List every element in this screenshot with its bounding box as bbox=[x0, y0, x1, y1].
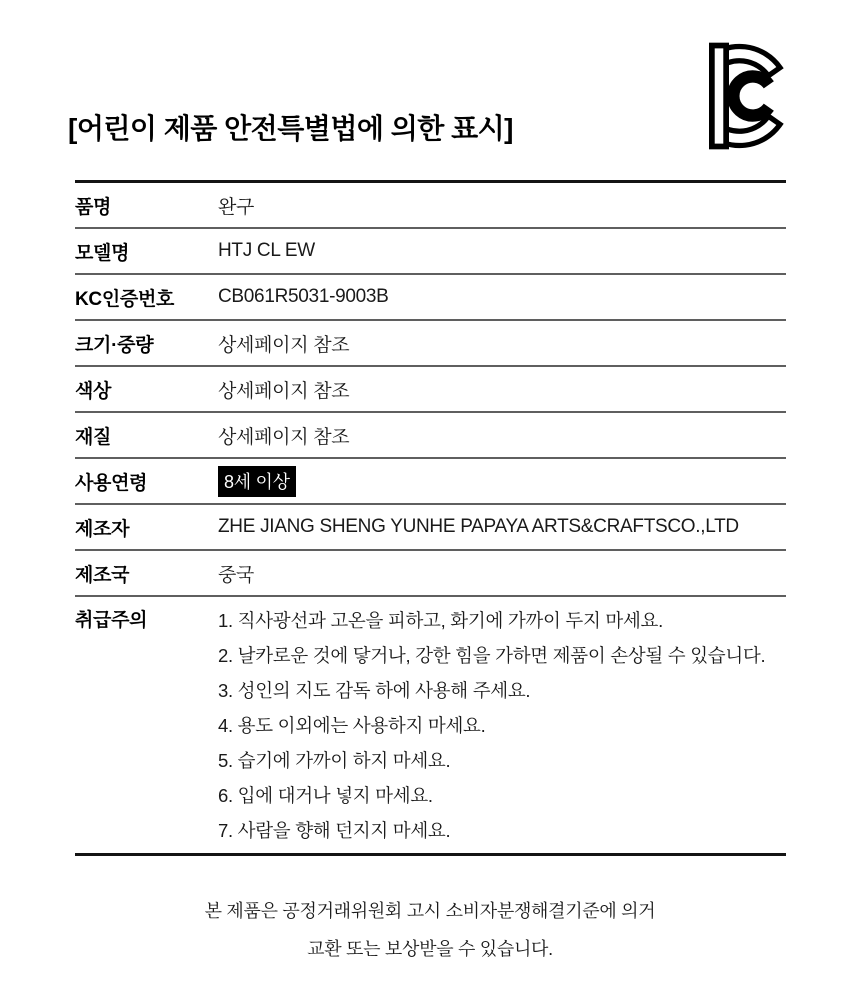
precaution-item: 4. 용도 이외에는 사용하지 마세요. bbox=[218, 715, 486, 736]
table-row-kc-cert-number bbox=[75, 275, 786, 321]
table-row-color bbox=[75, 367, 786, 413]
product-info-table bbox=[75, 180, 786, 856]
footer-notice bbox=[0, 892, 860, 968]
precaution-item: 7. 사람을 향해 던지지 마세요. bbox=[218, 820, 451, 841]
table-row-material bbox=[75, 413, 786, 459]
table-row-manufacturer bbox=[75, 505, 786, 551]
row-value bbox=[218, 466, 786, 497]
table-row-handling-precautions bbox=[75, 597, 786, 853]
row-value: HTJ CL EW bbox=[218, 240, 315, 261]
footer-line: 본 제품은 공정거래위원회 고시 소비자분쟁해결기준에 의거 bbox=[204, 901, 656, 921]
precaution-item: 2. 날카로운 것에 닿거나, 강한 힘을 가하면 제품이 손상될 수 있습니다. bbox=[218, 645, 766, 666]
table-row-country-of-origin bbox=[75, 551, 786, 597]
row-value: 완구 bbox=[218, 196, 255, 218]
row-label: KC인증번호 bbox=[75, 288, 175, 310]
row-value: CB061R5031-9003B bbox=[218, 286, 389, 307]
row-label: 모델명 bbox=[75, 242, 130, 264]
kc-logo-inner-c bbox=[733, 76, 768, 115]
precaution-item: 5. 습기에 가까이 하지 마세요. bbox=[218, 750, 451, 771]
kc-certification-icon bbox=[709, 41, 789, 151]
table-row-product-name bbox=[75, 183, 786, 229]
row-label: 사용연령 bbox=[75, 472, 148, 494]
row-label: 제조자 bbox=[75, 518, 130, 540]
row-value: 상세페이지 참조 bbox=[218, 426, 350, 448]
footer-line: 교환 또는 보상받을 수 있습니다. bbox=[307, 939, 553, 959]
precaution-item: 1. 직사광선과 고온을 피하고, 화기에 가까이 두지 마세요. bbox=[218, 610, 663, 631]
row-label: 재질 bbox=[75, 426, 112, 448]
kc-logo-stem bbox=[712, 46, 726, 147]
row-label: 색상 bbox=[75, 380, 112, 402]
precaution-item: 3. 성인의 지도 감독 하에 사용해 주세요. bbox=[218, 680, 531, 701]
row-value: 중국 bbox=[218, 564, 255, 586]
table-row-usage-age bbox=[75, 459, 786, 505]
row-value: 상세페이지 참조 bbox=[218, 380, 350, 402]
row-label: 제조국 bbox=[75, 564, 130, 586]
table-row-model-name bbox=[75, 229, 786, 275]
table-row-size-weight bbox=[75, 321, 786, 367]
row-value-list bbox=[218, 603, 786, 848]
row-label: 크기·중량 bbox=[75, 334, 154, 356]
age-badge: 8세 이상 bbox=[218, 466, 296, 497]
row-label: 품명 bbox=[75, 196, 112, 218]
row-value: 상세페이지 참조 bbox=[218, 334, 350, 356]
row-label: 취급주의 bbox=[75, 610, 148, 631]
row-value: ZHE JIANG SHENG YUNHE PAPAYA ARTS&CRAFTSCO.,LTD bbox=[218, 516, 739, 537]
page-title: [어린이 제품 안전특별법에 의한 표시] bbox=[68, 113, 513, 144]
precaution-item: 6. 입에 대거나 넣지 마세요. bbox=[218, 785, 433, 806]
